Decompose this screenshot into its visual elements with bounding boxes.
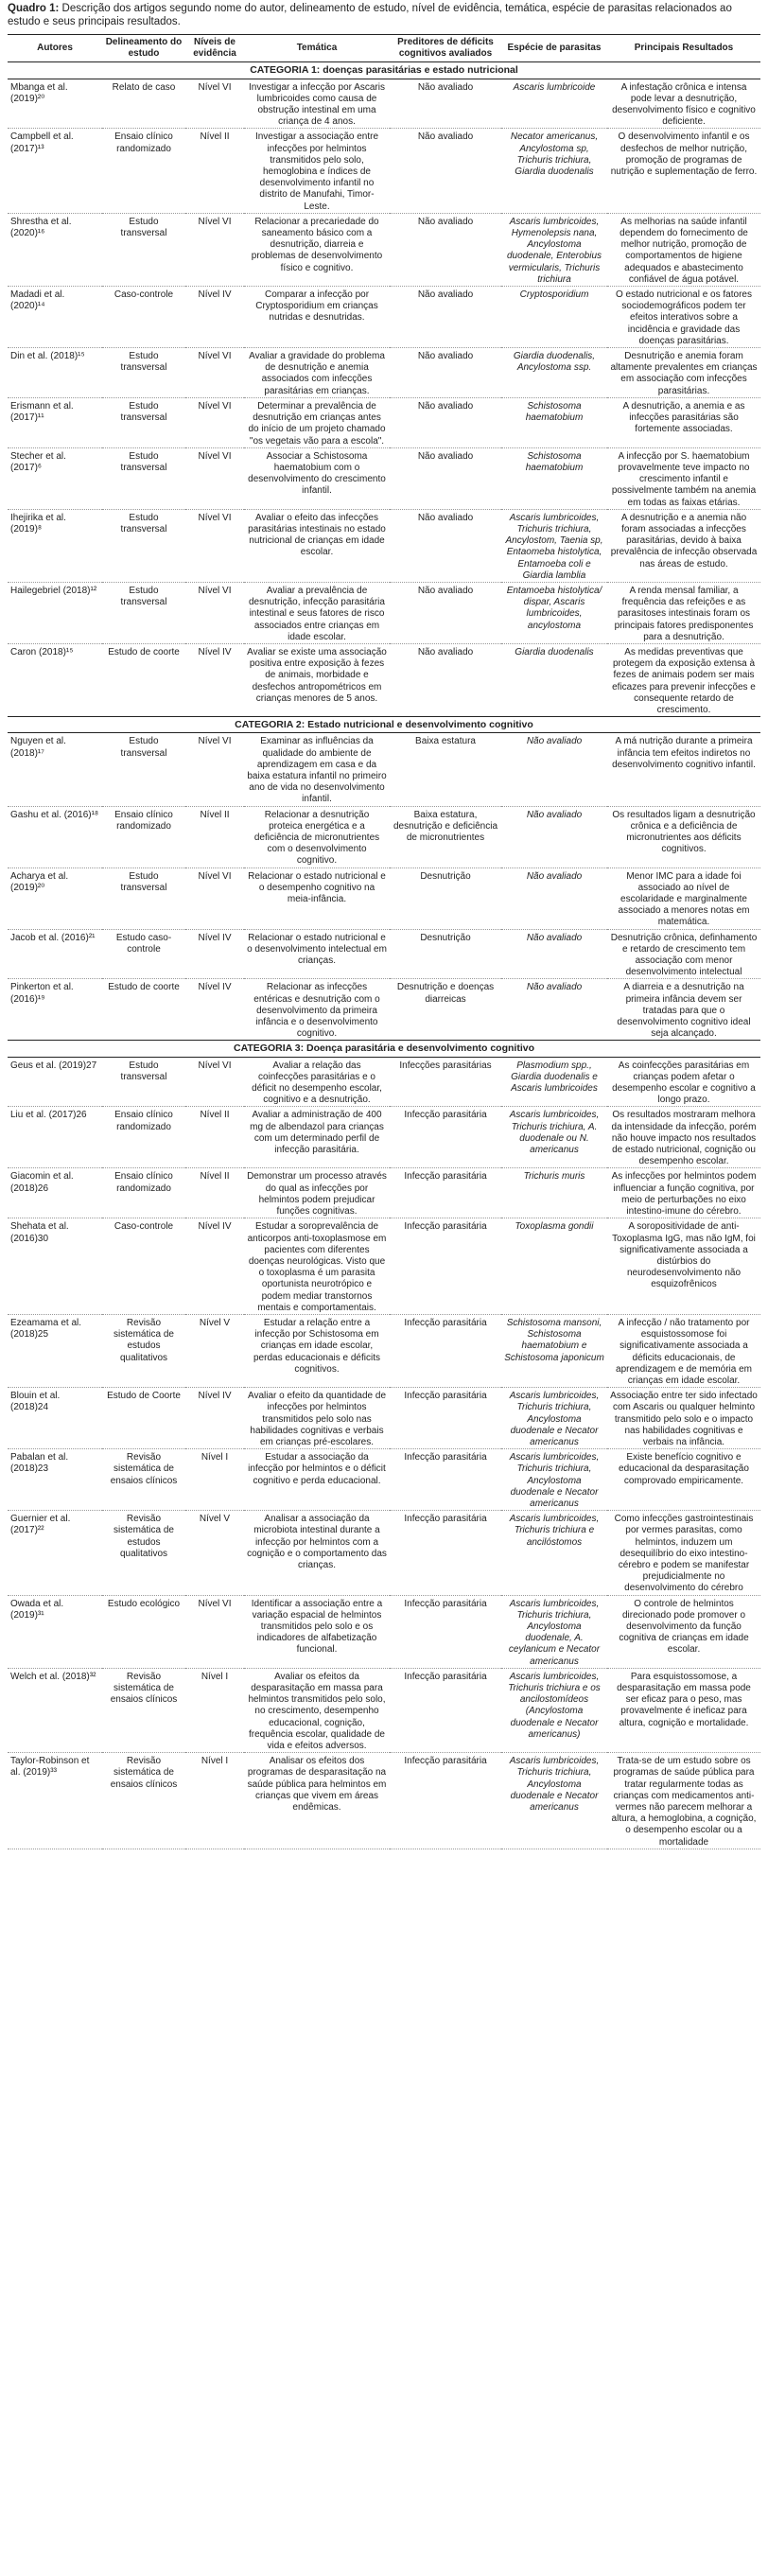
design-cell: Estudo transversal xyxy=(102,867,185,929)
level-cell: Nível VI xyxy=(185,447,244,509)
predictors-cell: Infecção parasitária xyxy=(390,1449,501,1511)
header-row xyxy=(8,35,760,62)
author-cell: Ezeamama et al. (2018)25 xyxy=(8,1314,102,1387)
header-theme: Temática xyxy=(244,35,390,62)
level-cell: Nível VI xyxy=(185,397,244,447)
results-cell: Os resultados mostraram melhora da intensidade da infecção, porém não houve impacto nos resultados de estado nutricional, cognição ou desempenho escolar. xyxy=(607,1107,760,1168)
table-row xyxy=(8,1218,760,1315)
author-cell: Welch et al. (2018)³² xyxy=(8,1668,102,1752)
level-cell: Nível VI xyxy=(185,348,244,398)
header-parasites: Espécie de parasitas xyxy=(501,35,607,62)
table-row xyxy=(8,447,760,509)
parasites-cell: Não avaliado xyxy=(501,806,607,867)
parasites-cell: Entamoeba histolytica/ dispar, Ascaris lumbricoides, ancylostoma xyxy=(501,582,607,643)
category-row xyxy=(8,717,760,733)
theme-cell: Relacionar o estado nutricional e o desenvolvimento intelectual em crianças. xyxy=(244,929,390,979)
predictors-cell: Infecção parasitária xyxy=(390,1107,501,1168)
author-cell: Campbell et al. (2017)¹³ xyxy=(8,129,102,213)
theme-cell: Avaliar o efeito das infecções parasitárias intestinais no estado nutricional de crianças em idade escolar. xyxy=(244,509,390,582)
table-row xyxy=(8,1595,760,1668)
parasites-cell: Ascaris lumbricoides, Trichuris trichiura, Ancylostoma duodenale, A. ceylanicum e Necator americanus xyxy=(501,1595,607,1668)
theme-cell: Avaliar a gravidade do problema de desnutrição e anemia associados com infecções parasitárias em crianças. xyxy=(244,348,390,398)
results-cell: O estado nutricional e os fatores sociodemográficos podem ter efeitos interativos sobre a incidência e gravidade das doenças parasitárias. xyxy=(607,287,760,348)
parasites-cell: Schistosoma mansoni, Schistosoma haematobium e Schistosoma japonicum xyxy=(501,1314,607,1387)
theme-cell: Relacionar a precariedade do saneamento básico com a desnutrição, diarreia e problemas de desenvolvimento físico e cognitivo. xyxy=(244,213,390,286)
design-cell: Revisão sistemática de estudos qualitativos xyxy=(102,1511,185,1595)
design-cell: Estudo transversal xyxy=(102,582,185,643)
parasites-cell: Ascaris lumbricoides, Trichuris trichiura e ancilóstomos xyxy=(501,1511,607,1595)
parasites-cell: Plasmodium spp., Giardia duodenalis e Ascaris lumbricoides xyxy=(501,1057,607,1107)
theme-cell: Relacionar o estado nutricional e o desempenho cognitivo na meia-infância. xyxy=(244,867,390,929)
caption-text: Descrição dos artigos segundo nome do autor, delineamento de estudo, nível de evidência, temática, espécie de parasitas relacionados ao estudo e seus principais resultados. xyxy=(8,3,732,27)
table-row xyxy=(8,348,760,398)
predictors-cell: Baixa estatura xyxy=(390,733,501,806)
predictors-cell: Não avaliado xyxy=(390,129,501,213)
predictors-cell: Não avaliado xyxy=(390,643,501,716)
author-cell: Din et al. (2018)¹⁵ xyxy=(8,348,102,398)
theme-cell: Associar a Schistosoma haematobium com o desenvolvimento do crescimento infantil. xyxy=(244,447,390,509)
level-cell: Nível II xyxy=(185,1168,244,1218)
parasites-cell: Não avaliado xyxy=(501,867,607,929)
author-cell: Geus et al. (2019)27 xyxy=(8,1057,102,1107)
theme-cell: Investigar a associação entre infecções por helmintos transmitidos pelo solo, hemoglobina e índices de desenvolvimento infantil no distrito de Manufahi, Timor-Leste. xyxy=(244,129,390,213)
predictors-cell: Não avaliado xyxy=(390,447,501,509)
author-cell: Nguyen et al. (2018)¹⁷ xyxy=(8,733,102,806)
theme-cell: Analisar a associação da microbiota intestinal durante a infecção por helmintos com a cognição e o comportamento das crianças. xyxy=(244,1511,390,1595)
table-row xyxy=(8,733,760,806)
design-cell: Revisão sistemática de ensaios clínicos xyxy=(102,1753,185,1849)
level-cell: Nível IV xyxy=(185,643,244,716)
predictors-cell: Infecção parasitária xyxy=(390,1668,501,1752)
theme-cell: Avaliar se existe uma associação positiva entre exposição à fezes de animais, morbidade e desfechos antropométricos em crianças menores de 5 anos. xyxy=(244,643,390,716)
category-title: CATEGORIA 1: doenças parasitárias e estado nutricional xyxy=(8,62,760,79)
author-cell: Pinkerton et al. (2016)¹⁹ xyxy=(8,979,102,1041)
results-cell: O controle de helmintos direcionado pode promover o desenvolvimento da função cognitiva de crianças em idade escolar. xyxy=(607,1595,760,1668)
results-cell: As infecções por helmintos podem influenciar a função cognitiva, por meio de perturbações no eixo intestino-imune do cérebro. xyxy=(607,1168,760,1218)
predictors-cell: Não avaliado xyxy=(390,213,501,286)
author-cell: Mbanga et al. (2019)²⁰ xyxy=(8,79,102,129)
results-cell: A infecção por S. haematobium provavelmente teve impacto no crescimento infantil e possivelmente também na anemia em todas as faixas etárias. xyxy=(607,447,760,509)
results-cell: A desnutrição, a anemia e as infecções parasitárias são fortemente associadas. xyxy=(607,397,760,447)
design-cell: Ensaio clínico randomizado xyxy=(102,1168,185,1218)
design-cell: Estudo transversal xyxy=(102,509,185,582)
results-cell: A soropositividade de anti-Toxoplasma IgG, mas não IgM, foi significativamente associada a distúrbios do neurodesenvolvimento não esquizofrênicos xyxy=(607,1218,760,1315)
results-cell: Menor IMC para a idade foi associado ao nível de escolaridade e marginalmente associado a menores notas em matemática. xyxy=(607,867,760,929)
design-cell: Estudo ecológico xyxy=(102,1595,185,1668)
author-cell: Stecher et al. (2017)⁶ xyxy=(8,447,102,509)
category-title: CATEGORIA 3: Doença parasitária e desenvolvimento cognitivo xyxy=(8,1041,760,1057)
table-row xyxy=(8,867,760,929)
predictors-cell: Infecção parasitária xyxy=(390,1511,501,1595)
table-row xyxy=(8,129,760,213)
level-cell: Nível V xyxy=(185,1511,244,1595)
table-row xyxy=(8,1107,760,1168)
predictors-cell: Infecções parasitárias xyxy=(390,1057,501,1107)
table-row xyxy=(8,582,760,643)
level-cell: Nível VI xyxy=(185,1057,244,1107)
level-cell: Nível VI xyxy=(185,79,244,129)
header-level: Níveis de evidência xyxy=(185,35,244,62)
parasites-cell: Ascaris lumbricoide xyxy=(501,79,607,129)
predictors-cell: Infecção parasitária xyxy=(390,1168,501,1218)
parasites-cell: Necator americanus, Ancylostoma sp, Trichuris trichiura, Giardia duodenalis xyxy=(501,129,607,213)
results-cell: A má nutrição durante a primeira infância tem efeitos indiretos no desenvolvimento cognitivo infantil. xyxy=(607,733,760,806)
table-row xyxy=(8,1668,760,1752)
design-cell: Revisão sistemática de estudos qualitativos xyxy=(102,1314,185,1387)
author-cell: Jacob et al. (2016)²¹ xyxy=(8,929,102,979)
predictors-cell: Infecção parasitária xyxy=(390,1388,501,1449)
theme-cell: Examinar as influências da qualidade do ambiente de aprendizagem em casa e da baixa estatura infantil no primeiro ano de vida no desenvolvimento infantil. xyxy=(244,733,390,806)
parasites-cell: Ascaris lumbricoides, Trichuris trichiura, Ancylostoma duodenale e Necator americanus xyxy=(501,1753,607,1849)
theme-cell: Avaliar os efeitos da desparasitação em massa para helmintos transmitidos pelo solo, no crescimento, desempenho educacional, cognição, frequência escolar, qualidade de vida e efeitos adversos. xyxy=(244,1668,390,1752)
parasites-cell: Trichuris muris xyxy=(501,1168,607,1218)
design-cell: Estudo transversal xyxy=(102,447,185,509)
predictors-cell: Infecção parasitária xyxy=(390,1218,501,1315)
theme-cell: Analisar os efeitos dos programas de desparasitação na saúde pública para helmintos em crianças que vivem em áreas endêmicas. xyxy=(244,1753,390,1849)
level-cell: Nível I xyxy=(185,1668,244,1752)
theme-cell: Relacionar a desnutrição proteica energética e a deficiência de micronutrientes com o desenvolvimento cognitivo. xyxy=(244,806,390,867)
parasites-cell: Não avaliado xyxy=(501,733,607,806)
theme-cell: Demonstrar um processo através do qual as infecções por helmintos podem prejudicar funções cognitivas. xyxy=(244,1168,390,1218)
design-cell: Revisão sistemática de ensaios clínicos xyxy=(102,1449,185,1511)
predictors-cell: Não avaliado xyxy=(390,509,501,582)
page xyxy=(8,0,760,1849)
results-cell: A desnutrição e a anemia não foram associadas a infecções parasitárias, devido à baixa prevalência de infecção observada nas áreas de estudo. xyxy=(607,509,760,582)
design-cell: Estudo transversal xyxy=(102,213,185,286)
design-cell: Revisão sistemática de ensaios clínicos xyxy=(102,1668,185,1752)
parasites-cell: Giardia duodenalis, Ancylostoma ssp. xyxy=(501,348,607,398)
theme-cell: Avaliar a administração de 400 mg de albendazol para crianças com um determinado perfil de infecção parasitária. xyxy=(244,1107,390,1168)
results-cell: Como infecções gastrointestinais por vermes parasitas, como helmintos, induzem um desequilíbrio do eixo intestino-cérebro e podem se manifestar prejudicialmente no desenvolvimento do cérebro xyxy=(607,1511,760,1595)
design-cell: Estudo de coorte xyxy=(102,643,185,716)
predictors-cell: Não avaliado xyxy=(390,348,501,398)
design-cell: Estudo transversal xyxy=(102,397,185,447)
level-cell: Nível VI xyxy=(185,733,244,806)
results-cell: Trata-se de um estudo sobre os programas de saúde pública para tratar regularmente todas as crianças com medicamentos anti-vermes não parecem melhorar a altura, a hemoglobina, a cognição, o desempenho escolar ou a mortalidade xyxy=(607,1753,760,1849)
author-cell: Liu et al. (2017)26 xyxy=(8,1107,102,1168)
author-cell: Shrestha et al. (2020)¹⁶ xyxy=(8,213,102,286)
design-cell: Relato de caso xyxy=(102,79,185,129)
results-cell: Existe benefício cognitivo e educacional da desparasitação comprovado empiricamente. xyxy=(607,1449,760,1511)
predictors-cell: Infecção parasitária xyxy=(390,1753,501,1849)
author-cell: Shehata et al. (2016)30 xyxy=(8,1218,102,1315)
author-cell: Guernier et al. (2017)²² xyxy=(8,1511,102,1595)
predictors-cell: Infecção parasitária xyxy=(390,1314,501,1387)
predictors-cell: Baixa estatura, desnutrição e deficiência de micronutrientes xyxy=(390,806,501,867)
caption-label: Quadro 1: xyxy=(8,3,60,14)
design-cell: Estudo de coorte xyxy=(102,979,185,1041)
table-row xyxy=(8,509,760,582)
header-design: Delineamento do estudo xyxy=(102,35,185,62)
author-cell: Gashu et al. (2016)¹⁸ xyxy=(8,806,102,867)
theme-cell: Identificar a associação entre a variação espacial de helmintos transmitidos pelo solo e os indicadores de alfabetização funcional. xyxy=(244,1595,390,1668)
predictors-cell: Não avaliado xyxy=(390,287,501,348)
predictors-cell: Infecção parasitária xyxy=(390,1595,501,1668)
table-row xyxy=(8,979,760,1041)
table-row xyxy=(8,1314,760,1387)
design-cell: Ensaio clínico randomizado xyxy=(102,806,185,867)
predictors-cell: Não avaliado xyxy=(390,397,501,447)
parasites-cell: Schistosoma haematobium xyxy=(501,447,607,509)
theme-cell: Comparar a infecção por Cryptosporidium em crianças nutridas e desnutridas. xyxy=(244,287,390,348)
predictors-cell: Desnutrição e doenças diarreicas xyxy=(390,979,501,1041)
theme-cell: Avaliar a relação das coinfecções parasitárias e o déficit no desempenho escolar, cognitivo e a desnutrição. xyxy=(244,1057,390,1107)
table-row xyxy=(8,79,760,129)
design-cell: Estudo de Coorte xyxy=(102,1388,185,1449)
level-cell: Nível IV xyxy=(185,1218,244,1315)
author-cell: Madadi et al. (2020)¹⁴ xyxy=(8,287,102,348)
results-cell: A infestação crônica e intensa pode levar a desnutrição, desenvolvimento físico e cognitivo deficiente. xyxy=(607,79,760,129)
parasites-cell: Giardia duodenalis xyxy=(501,643,607,716)
results-cell: As melhorias na saúde infantil dependem do fornecimento de melhor nutrição, promoção de comportamentos de higiene adequados e abastecimento confiável de água potável. xyxy=(607,213,760,286)
theme-cell: Investigar a infecção por Ascaris lumbricoides como causa de obstrução intestinal em uma criança de 4 anos. xyxy=(244,79,390,129)
level-cell: Nível II xyxy=(185,129,244,213)
author-cell: Blouin et al. (2018)24 xyxy=(8,1388,102,1449)
author-cell: Ihejirika et al. (2019)⁸ xyxy=(8,509,102,582)
theme-cell: Avaliar o efeito da quantidade de infecções por helmintos transmitidos pelo solo nas habilidades cognitivas e verbais em crianças pré-escolares. xyxy=(244,1388,390,1449)
table-row xyxy=(8,397,760,447)
results-cell: A infecção / não tratamento por esquistossomose foi significativamente associada a déficits educacionais, de aprendizagem e de memória em crianças em idade escolar. xyxy=(607,1314,760,1387)
table-row xyxy=(8,1753,760,1849)
table-row xyxy=(8,213,760,286)
table-body xyxy=(8,62,760,1849)
predictors-cell: Desnutrição xyxy=(390,929,501,979)
results-cell: Associação entre ter sido infectado com Ascaris ou qualquer helminto transmitido pelo solo e o impacto nas habilidades cognitivas e verbais na infância. xyxy=(607,1388,760,1449)
author-cell: Caron (2018)¹⁵ xyxy=(8,643,102,716)
theme-cell: Estudar a relação entre a infecção por Schistosoma em crianças em idade escolar, perdas educacionais e déficits cognitivos. xyxy=(244,1314,390,1387)
level-cell: Nível I xyxy=(185,1449,244,1511)
parasites-cell: Ascaris lumbricoides, Trichuris trichiura, Ancylostoma duodenale e Necator americanus xyxy=(501,1388,607,1449)
level-cell: Nível VI xyxy=(185,213,244,286)
table-caption xyxy=(8,2,760,28)
level-cell: Nível IV xyxy=(185,929,244,979)
level-cell: Nível I xyxy=(185,1753,244,1849)
articles-table xyxy=(8,34,760,1849)
parasites-cell: Ascaris lumbricoides, Trichuris trichiura, A. duodenale ou N. americanus xyxy=(501,1107,607,1168)
category-row xyxy=(8,1041,760,1057)
level-cell: Nível VI xyxy=(185,1595,244,1668)
table-row xyxy=(8,1388,760,1449)
header-predictors: Preditores de déficits cognitivos avaliados xyxy=(390,35,501,62)
author-cell: Acharya et al. (2019)²⁰ xyxy=(8,867,102,929)
author-cell: Taylor-Robinson et al. (2019)³³ xyxy=(8,1753,102,1849)
parasites-cell: Ascaris lumbricoides, Hymenolepsis nana, Ancylostoma duodenale, Enterobius vermicularis, Trichuris trichiura xyxy=(501,213,607,286)
table-row xyxy=(8,1057,760,1107)
design-cell: Caso-controle xyxy=(102,1218,185,1315)
category-row xyxy=(8,62,760,79)
table-row xyxy=(8,1511,760,1595)
results-cell: As coinfecções parasitárias em crianças podem afetar o desempenho escolar e cognitivo a longo prazo. xyxy=(607,1057,760,1107)
results-cell: Para esquistossomose, a desparasitação em massa pode ser eficaz para o peso, mas provavelmente é ineficaz para altura, cognição e mortalidade. xyxy=(607,1668,760,1752)
table-row xyxy=(8,929,760,979)
level-cell: Nível VI xyxy=(185,509,244,582)
predictors-cell: Não avaliado xyxy=(390,582,501,643)
results-cell: A renda mensal familiar, a frequência das refeições e as parasitoses intestinais foram os principais fatores predisponentes para a desnutrição. xyxy=(607,582,760,643)
design-cell: Estudo transversal xyxy=(102,733,185,806)
author-cell: Giacomin et al. (2018)26 xyxy=(8,1168,102,1218)
design-cell: Estudo transversal xyxy=(102,348,185,398)
theme-cell: Estudar a associação da infecção por helmintos e o déficit cognitivo e perda educacional. xyxy=(244,1449,390,1511)
author-cell: Hailegebriel (2018)¹² xyxy=(8,582,102,643)
theme-cell: Determinar a prevalência de desnutrição em crianças antes do início de um projeto chamado "os vegetais vão para a escola". xyxy=(244,397,390,447)
category-title: CATEGORIA 2: Estado nutricional e desenvolvimento cognitivo xyxy=(8,717,760,733)
design-cell: Estudo transversal xyxy=(102,1057,185,1107)
level-cell: Nível V xyxy=(185,1314,244,1387)
parasites-cell: Ascaris lumbricoides, Trichuris trichiura e os ancilostomídeos (Ancylostoma duodenale e Necator americanus) xyxy=(501,1668,607,1752)
author-cell: Erismann et al. (2017)¹¹ xyxy=(8,397,102,447)
level-cell: Nível IV xyxy=(185,979,244,1041)
parasites-cell: Ascaris lumbricoides, Trichuris trichiura, Ancylostom, Taenia sp, Entaomeba histolytica, Entamoeba coli e Giardia lamblia xyxy=(501,509,607,582)
table-row xyxy=(8,806,760,867)
results-cell: As medidas preventivas que protegem da exposição extensa à fezes de animais podem ser mais eficazes para prevenir infecções e consequente retardo de crescimento. xyxy=(607,643,760,716)
level-cell: Nível IV xyxy=(185,287,244,348)
header-results: Principais Resultados xyxy=(607,35,760,62)
parasites-cell: Toxoplasma gondii xyxy=(501,1218,607,1315)
level-cell: Nível VI xyxy=(185,582,244,643)
table-row xyxy=(8,643,760,716)
table-row xyxy=(8,1168,760,1218)
parasites-cell: Ascaris lumbricoides, Trichuris trichiura, Ancylostoma duodenale e Necator americanus xyxy=(501,1449,607,1511)
author-cell: Owada et al. (2019)³¹ xyxy=(8,1595,102,1668)
design-cell: Estudo caso-controle xyxy=(102,929,185,979)
parasites-cell: Schistosoma haematobium xyxy=(501,397,607,447)
level-cell: Nível II xyxy=(185,1107,244,1168)
design-cell: Caso-controle xyxy=(102,287,185,348)
parasites-cell: Não avaliado xyxy=(501,929,607,979)
table-row xyxy=(8,1449,760,1511)
level-cell: Nível VI xyxy=(185,867,244,929)
design-cell: Ensaio clínico randomizado xyxy=(102,129,185,213)
level-cell: Nível II xyxy=(185,806,244,867)
parasites-cell: Não avaliado xyxy=(501,979,607,1041)
theme-cell: Relacionar as infecções entéricas e desnutrição com o desenvolvimento da primeira infância e o desenvolvimento cognitivo. xyxy=(244,979,390,1041)
author-cell: Pabalan et al. (2018)23 xyxy=(8,1449,102,1511)
results-cell: Os resultados ligam a desnutrição crônica e a deficiência de micronutrientes aos déficits cognitivos. xyxy=(607,806,760,867)
results-cell: O desenvolvimento infantil e os desfechos de melhor nutrição, promoção de programas de nutrição e suplementação de ferro. xyxy=(607,129,760,213)
design-cell: Ensaio clínico randomizado xyxy=(102,1107,185,1168)
header-authors: Autores xyxy=(8,35,102,62)
results-cell: Desnutrição e anemia foram altamente prevalentes em crianças em associação com infecções parasitárias. xyxy=(607,348,760,398)
predictors-cell: Não avaliado xyxy=(390,79,501,129)
results-cell: A diarreia e a desnutrição na primeira infância devem ser tratadas para que o desenvolvimento cognitivo ideal seja alcançado. xyxy=(607,979,760,1041)
level-cell: Nível IV xyxy=(185,1388,244,1449)
theme-cell: Avaliar a prevalência de desnutrição, infecção parasitária intestinal e seus fatores de risco associados entre crianças em idade escolar. xyxy=(244,582,390,643)
predictors-cell: Desnutrição xyxy=(390,867,501,929)
table-row xyxy=(8,287,760,348)
results-cell: Desnutrição crônica, definhamento e retardo de crescimento tem associação com menor desenvolvimento intelectual xyxy=(607,929,760,979)
theme-cell: Estudar a soroprevalência de anticorpos anti-toxoplasmose em pacientes com diferentes doenças neurológicas. Visto que o toxoplasma é um parasita oportunista neurotrópico e podem mediar transtornos mentais e comportamentais. xyxy=(244,1218,390,1315)
parasites-cell: Cryptosporidium xyxy=(501,287,607,348)
